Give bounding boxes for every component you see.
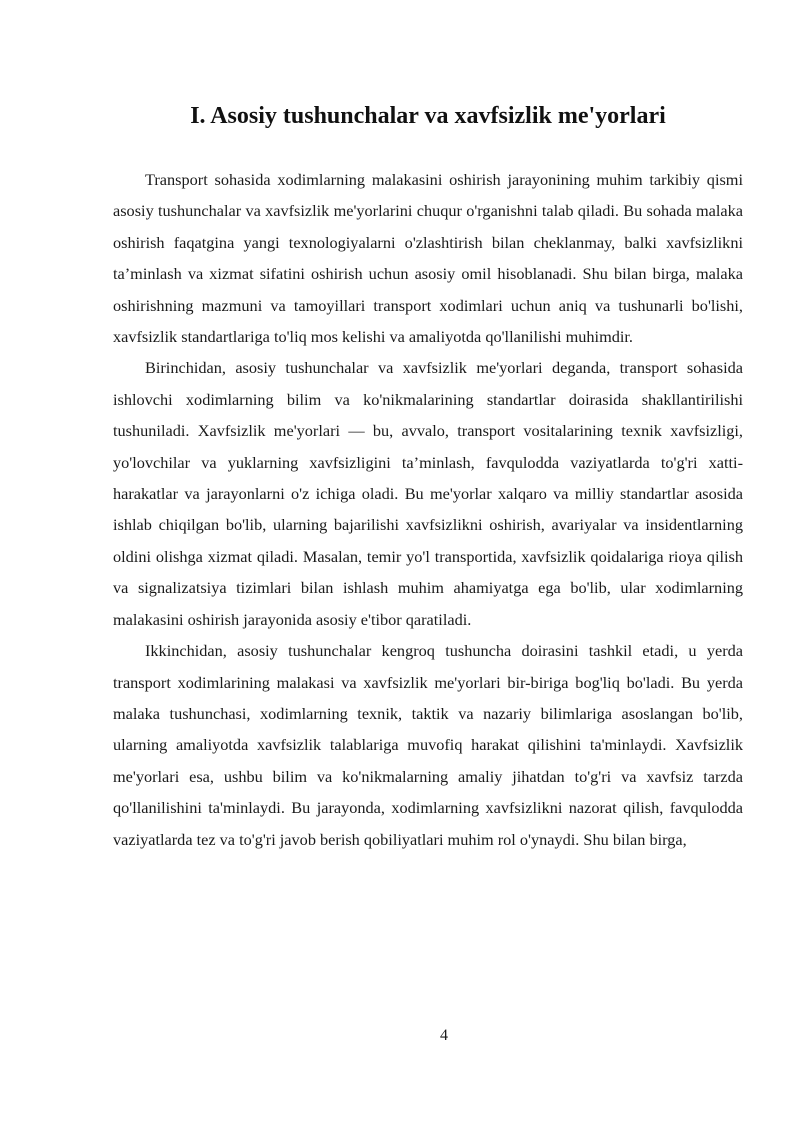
section-title: I. Asosiy tushunchalar va xavfsizlik me'yorlari: [190, 103, 666, 129]
paragraph: Ikkinchidan, asosiy tushunchalar kengroq tushuncha doirasini tashkil etadi, u yerda transport xodimlarining malakasi va xavfsizlik me'yorlari bir-biriga bog'liq bo'ladi. Bu yerda malaka tushunchasi, xodimlarning texnik, taktik va nazariy bilimlariga asoslangan bo'lib, ularning amaliyotda xavfsizlik talablariga muvofiq harakat qilishini ta'minlaydi. Xavfsizlik me'yorlari esa, ushbu bilim va ko'nikmalarning amaliy jihatdan to'g'ri va xavfsiz tarzda qo'llanilishini ta'minlaydi. Bu jarayonda, xodimlarning xavfsizlikni nazorat qilish, favqulodda vaziyatlarda tez va to'g'ri javob berish qobiliyatlari muhim rol o'ynaydi. Shu bilan birga,: [113, 641, 743, 849]
paragraph: Transport sohasida xodimlarning malakasini oshirish jarayonining muhim tarkibiy qismi asosiy tushunchalar va xavfsizlik me'yorlarini chuqur o'rganishni talab qiladi. Bu sohada malaka oshirish faqatgina yangi texnologiyalarni o'zlashtirish bilan cheklanmay, balki xavfsizlikni ta’minlash va xizmat sifatini oshirish uchun asosiy omil hisoblanadi. Shu bilan birga, malaka oshirishning mazmuni va tamoyillari transport xodimlari uchun aniq va tushunarli bo'lishi, xavfsizlik standartlariga to'liq mos kelishi va amaliyotda qo'llanilishi muhimdir.: [113, 170, 743, 347]
page-number: 4: [440, 1027, 448, 1044]
paragraph: Birinchidan, asosiy tushunchalar va xavfsizlik me'yorlari deganda, transport sohasida ishlovchi xodimlarning bilim va ko'nikmalarining standartlar doirasida shakllantirilishi tushuniladi. Xavfsizlik me'yorlari — bu, avvalo, transport vositalarining texnik xavfsizligi, yo'lovchilar va yuklarning xavfsizligini ta’minlash, favqulodda vaziyatlarda to'g'ri xatti-harakatlar va jarayonlarni o'z ichiga oladi. Bu me'yorlar xalqaro va milliy standartlar asosida ishlab chiqilgan bo'lib, ularning bajarilishi xavfsizlikni oshirish, avariyalar va insidentlarning oldini olishga xizmat qiladi. Masalan, temir yo'l transportida, xavfsizlik qoidalariga rioya qilish va signalizatsiya tizimlari bilan ishlash muhim ahamiyatga ega bo'lib, ular xodimlarning malakasini oshirish jarayonida asosiy e'tibor qaratiladi.: [113, 358, 743, 629]
body-text: [113, 164, 743, 855]
page-footer: [0, 1027, 800, 1045]
